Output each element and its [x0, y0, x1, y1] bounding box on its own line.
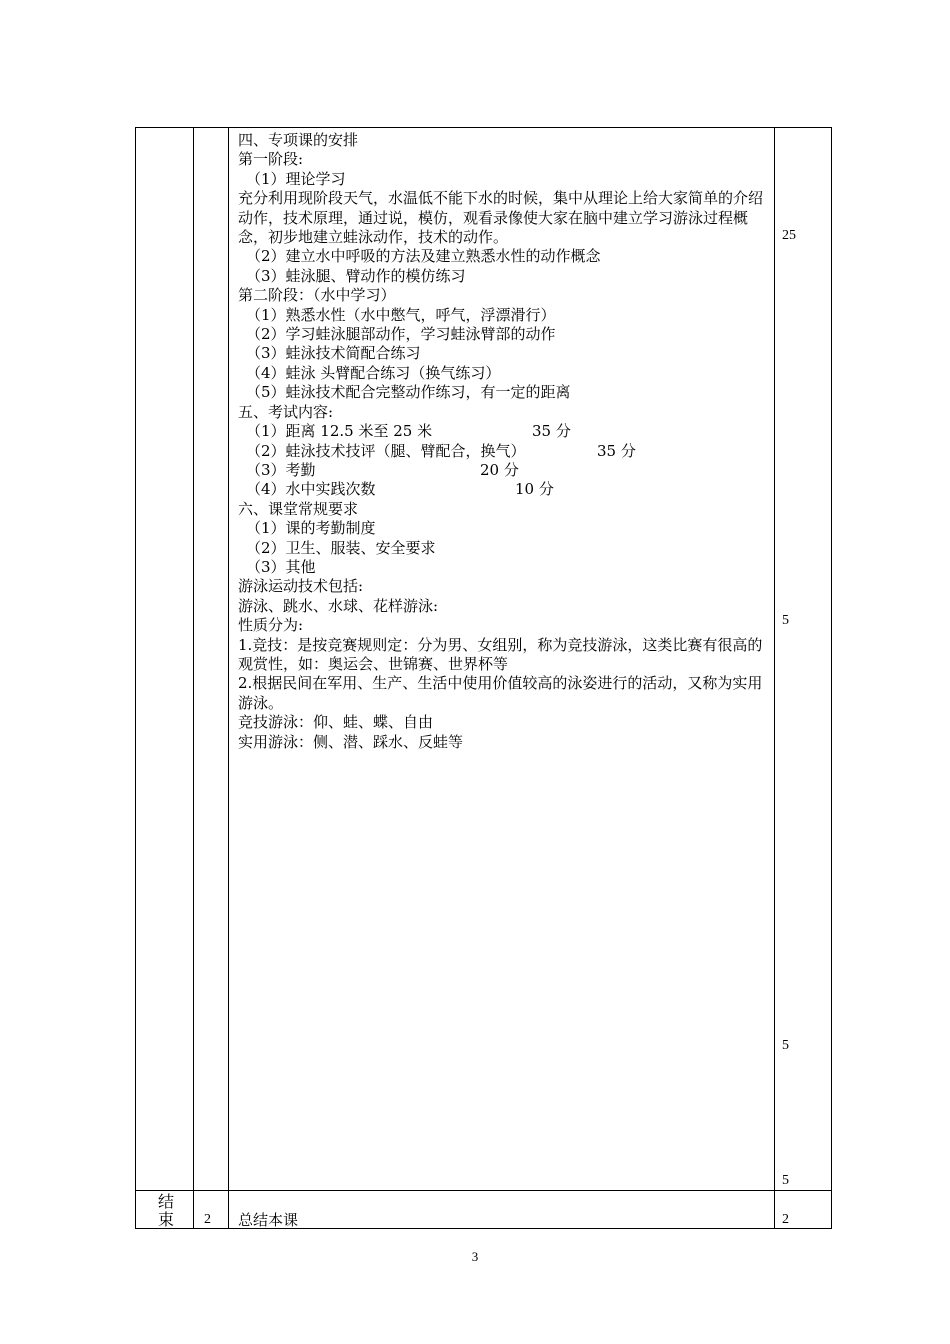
content-line: （3）其他	[246, 557, 316, 576]
content-line: （2）学习蛙泳腿部动作，学习蛙泳臂部的动作	[246, 325, 556, 344]
content-paragraph: 1.竞技：是按竞赛规则定：分为男、女组别，称为竞技游泳，这类比赛有很高的观赏性，如：奥运会、世锦赛、世界杯等	[238, 635, 763, 673]
exam-item-score: 10 分	[515, 480, 554, 499]
column-divider	[193, 128, 194, 1228]
content-line: 第二阶段：（水中学习）	[238, 286, 396, 305]
content-line: 实用游泳：侧、潜、踩水、反蛙等	[238, 732, 464, 751]
exam-item	[238, 461, 776, 480]
content-line: 四、专项课的安排	[238, 131, 359, 149]
exam-item	[238, 442, 776, 461]
exam-item-label: （3）考勤	[246, 460, 316, 479]
row-divider	[136, 1190, 831, 1191]
content-line: （3）蛙泳腿、臂动作的模仿练习	[246, 266, 466, 285]
time-value: 25	[782, 228, 796, 243]
exam-item	[238, 480, 776, 499]
content-line: 游泳运动技术包括:	[238, 577, 364, 596]
exam-item-label: （1）距离 12.5 米至 25 米	[246, 422, 433, 441]
page-number: 3	[471, 1249, 479, 1264]
content-line: 游泳、跳水、水球、花样游泳:	[238, 596, 439, 615]
column-divider	[228, 128, 229, 1228]
lesson-content-cell	[238, 131, 776, 752]
content-line: （2）建立水中呼吸的方法及建立熟悉水性的动作概念	[246, 247, 601, 266]
exam-item-score: 20 分	[480, 460, 519, 479]
exam-item-label: （2）蛙泳技术技评（腿、臂配合，换气）	[246, 441, 526, 460]
content-line: （1）课的考勤制度	[246, 519, 376, 538]
content-line: （3）蛙泳技术简配合练习	[246, 344, 421, 363]
content-line: （5）蛙泳技术配合完整动作练习，有一定的距离	[246, 383, 571, 402]
content-line: 五、考试内容:	[238, 402, 334, 421]
content-paragraph: 充分利用现阶段天气，水温低不能下水的时候，集中从理论上给大家简单的介绍动作，技术原理，通过说，模仿，观看录像使大家在脑中建立学习游泳过程概念，初步地建立蛙泳动作，技术的动作。	[238, 189, 764, 247]
content-line: 性质分为:	[238, 616, 304, 635]
end-content	[238, 1211, 776, 1230]
content-line: 竞技游泳：仰、蛙、蝶、自由	[238, 713, 434, 732]
content-paragraph: 2.根据民间在军用、生产、生活中使用价值较高的泳姿进行的活动，又称为实用游泳。	[238, 674, 763, 712]
exam-item	[238, 422, 776, 441]
exam-item-score: 35 分	[597, 441, 636, 460]
content-line: 六、课堂常规要求	[238, 499, 359, 518]
time-value: 5	[782, 1038, 789, 1053]
lesson-plan-table	[135, 127, 832, 1229]
content-line: （1）理论学习	[246, 169, 346, 188]
time-value: 5	[782, 613, 789, 628]
content-line: （1）熟悉水性（水中憋气，呼气，浮漂滑行）	[246, 305, 556, 324]
end-time: 2	[782, 1212, 789, 1227]
exam-item-label: （4）水中实践次数	[246, 480, 376, 499]
exam-item-score: 35 分	[532, 422, 571, 441]
content-line: （4）蛙泳 头臂配合练习（换气练习）	[246, 363, 501, 382]
time-value: 5	[782, 1173, 789, 1188]
content-line: 第一阶段:	[238, 150, 304, 169]
end-content-text: 总结本课	[238, 1211, 299, 1229]
end-section-label-2: 束	[158, 1210, 175, 1229]
end-duration: 2	[204, 1212, 211, 1227]
content-line: （2）卫生、服装、安全要求	[246, 538, 436, 557]
end-section-label-1: 结	[158, 1192, 175, 1211]
